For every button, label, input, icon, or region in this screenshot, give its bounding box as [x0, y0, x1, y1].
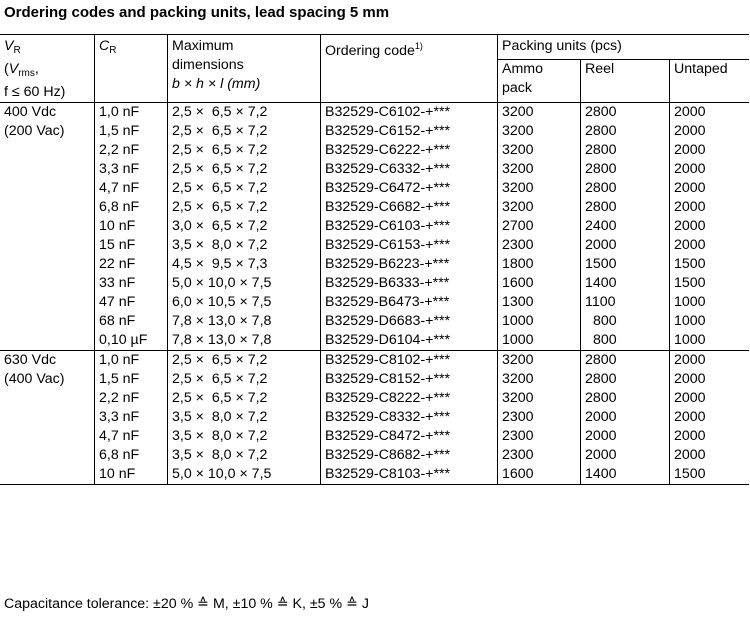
dimensions-cell: 5,0 × 10,0 × 7,5 — [168, 465, 321, 485]
dimensions-cell: 3,5 × 8,0 × 7,2 — [168, 236, 321, 255]
untaped-cell: 2000 — [670, 103, 750, 123]
table-row — [0, 351, 749, 371]
table-row — [0, 122, 749, 141]
untaped-cell: 1000 — [670, 293, 750, 312]
dimensions-cell: 2,5 × 6,5 × 7,2 — [168, 160, 321, 179]
vrms-open: ( — [4, 61, 9, 77]
untaped-cell: 2000 — [670, 389, 750, 408]
vrms-subscript: rms — [18, 68, 35, 79]
reel-cell: 1400 — [581, 465, 670, 485]
table-row — [0, 408, 749, 427]
capacitance-cell: 47 nF — [95, 293, 168, 312]
reel-cell: 2000 — [581, 408, 670, 427]
ammo-cell: 2700 — [498, 217, 581, 236]
reel-cell: 2800 — [581, 141, 670, 160]
voltage-group-630 — [0, 351, 749, 485]
dimensions-cell: 2,5 × 6,5 × 7,2 — [168, 351, 321, 371]
voltage-cell — [0, 293, 95, 312]
table-row — [0, 141, 749, 160]
ordering-code-cell: B32529-C8472-+*** — [321, 427, 498, 446]
capacitance-cell: 0,10 µF — [95, 331, 168, 351]
capacitance-cell: 2,2 nF — [95, 141, 168, 160]
ammo-cell: 3200 — [498, 141, 581, 160]
voltage-cell — [0, 351, 95, 371]
dimensions-cell: 2,5 × 6,5 × 7,2 — [168, 141, 321, 160]
table-row — [0, 312, 749, 331]
capacitance-cell: 4,7 nF — [95, 179, 168, 198]
capacitance-cell: 1,5 nF — [95, 370, 168, 389]
capacitance-cell: 6,8 nF — [95, 198, 168, 217]
table-row — [0, 389, 749, 408]
untaped-cell: 2000 — [670, 408, 750, 427]
voltage-cell — [0, 141, 95, 160]
capacitance-cell: 68 nF — [95, 312, 168, 331]
vr-symbol: V — [4, 38, 14, 54]
capacitance-cell: 1,0 nF — [95, 351, 168, 371]
reel-cell: 2800 — [581, 370, 670, 389]
dimensions-cell: 3,5 × 8,0 × 7,2 — [168, 408, 321, 427]
table-row — [0, 274, 749, 293]
capacitance-cell: 15 nF — [95, 236, 168, 255]
header-ordering-code — [321, 35, 498, 103]
voltage-cell — [0, 465, 95, 485]
reel-cell: 2800 — [581, 160, 670, 179]
voltage-dc: 400 Vdc — [4, 104, 57, 120]
untaped-cell: 2000 — [670, 179, 750, 198]
header-voltage — [0, 35, 95, 103]
capacitance-cell: 1,0 nF — [95, 103, 168, 123]
ordering-code-cell: B32529-C8102-+*** — [321, 351, 498, 371]
ordering-code-cell: B32529-B6473-+*** — [321, 293, 498, 312]
ordering-code-cell: B32529-C8152-+*** — [321, 370, 498, 389]
dimensions-cell: 2,5 × 6,5 × 7,2 — [168, 198, 321, 217]
voltage-cell — [0, 198, 95, 217]
untaped-cell: 2000 — [670, 217, 750, 236]
cr-subscript: R — [109, 45, 117, 56]
dim-heading-line1: Maximum — [172, 38, 234, 54]
ordering-code-cell: B32529-D6683-+*** — [321, 312, 498, 331]
ordering-code-footnote: 1) — [414, 41, 423, 51]
untaped-cell: 2000 — [670, 370, 750, 389]
ammo-cell: 1000 — [498, 331, 581, 351]
ordering-code-cell: B32529-C6682-+*** — [321, 198, 498, 217]
header-packing-units: Packing units (pcs) — [498, 35, 750, 60]
untaped-cell: 1500 — [670, 274, 750, 293]
reel-cell: 2800 — [581, 103, 670, 123]
table-row — [0, 370, 749, 389]
header-dimensions — [168, 35, 321, 103]
capacitance-cell: 10 nF — [95, 465, 168, 485]
reel-cell: 1400 — [581, 274, 670, 293]
ammo-cell: 3200 — [498, 198, 581, 217]
table-row — [0, 331, 749, 351]
untaped-cell: 2000 — [670, 141, 750, 160]
page-title: Ordering codes and packing units, lead spacing 5 mm — [4, 4, 390, 21]
ordering-code-cell: B32529-C8222-+*** — [321, 389, 498, 408]
dimensions-cell: 5,0 × 10,0 × 7,5 — [168, 274, 321, 293]
ordering-code-cell: B32529-B6333-+*** — [321, 274, 498, 293]
capacitance-cell: 4,7 nF — [95, 427, 168, 446]
table-row — [0, 446, 749, 465]
untaped-cell: 2000 — [670, 160, 750, 179]
ammo-cell: 1800 — [498, 255, 581, 274]
ammo-cell: 3200 — [498, 370, 581, 389]
untaped-cell: 2000 — [670, 427, 750, 446]
dimensions-cell: 2,5 × 6,5 × 7,2 — [168, 370, 321, 389]
dimensions-cell: 2,5 × 6,5 × 7,2 — [168, 179, 321, 198]
voltage-cell — [0, 389, 95, 408]
reel-cell: 1100 — [581, 293, 670, 312]
ammo-cell: 1600 — [498, 274, 581, 293]
untaped-cell: 1500 — [670, 255, 750, 274]
vr-subscript: R — [13, 45, 21, 56]
reel-cell: 2000 — [581, 427, 670, 446]
dimensions-cell: 3,5 × 8,0 × 7,2 — [168, 446, 321, 465]
dimensions-cell: 6,0 × 10,5 × 7,5 — [168, 293, 321, 312]
capacitance-cell: 3,3 nF — [95, 408, 168, 427]
dim-heading-line2: dimensions — [172, 57, 244, 73]
ammo-cell: 2300 — [498, 408, 581, 427]
untaped-cell: 2000 — [670, 122, 750, 141]
ordering-code-cell: B32529-C6332-+*** — [321, 160, 498, 179]
dimensions-cell: 2,5 × 6,5 × 7,2 — [168, 389, 321, 408]
reel-cell: 1500 — [581, 255, 670, 274]
ordering-code-cell: B32529-D6104-+*** — [321, 331, 498, 351]
table-row — [0, 179, 749, 198]
reel-cell: 2800 — [581, 389, 670, 408]
vrms-comma: , — [34, 61, 39, 77]
header-ammo — [498, 59, 581, 102]
reel-cell: 2800 — [581, 122, 670, 141]
capacitance-cell: 22 nF — [95, 255, 168, 274]
voltage-cell — [0, 274, 95, 293]
capacitance-cell: 1,5 nF — [95, 122, 168, 141]
ammo-cell: 3200 — [498, 351, 581, 371]
dimensions-cell: 7,8 × 13,0 × 7,8 — [168, 331, 321, 351]
ammo-cell: 3200 — [498, 160, 581, 179]
voltage-cell — [0, 331, 95, 351]
ordering-table — [0, 34, 749, 485]
voltage-cell — [0, 312, 95, 331]
ordering-code-cell: B32529-C6152-+*** — [321, 122, 498, 141]
ordering-code-label: Ordering code — [325, 43, 415, 59]
table-row — [0, 103, 749, 123]
tolerance-footnote: Capacitance tolerance: ±20 % ≙ M, ±10 % ≙ K, ±5 % ≙ J — [4, 596, 369, 612]
voltage-cell — [0, 408, 95, 427]
reel-cell: 2000 — [581, 446, 670, 465]
table-header — [0, 35, 749, 103]
capacitance-cell: 10 nF — [95, 217, 168, 236]
vrms-symbol: V — [8, 61, 19, 77]
dimensions-cell: 3,0 × 6,5 × 7,2 — [168, 217, 321, 236]
ordering-code-cell: B32529-C6103-+*** — [321, 217, 498, 236]
capacitance-cell: 3,3 nF — [95, 160, 168, 179]
table-row — [0, 465, 749, 485]
voltage-cell — [0, 103, 95, 123]
voltage-ac: (200 Vac) — [4, 123, 65, 139]
ammo-cell: 1300 — [498, 293, 581, 312]
dimensions-cell: 2,5 × 6,5 × 7,2 — [168, 122, 321, 141]
table-row — [0, 293, 749, 312]
voltage-group-400 — [0, 103, 749, 351]
ordering-code-cell: B32529-B6223-+*** — [321, 255, 498, 274]
ordering-code-cell: B32529-C8103-+*** — [321, 465, 498, 485]
voltage-cell — [0, 217, 95, 236]
table-row — [0, 160, 749, 179]
dimensions-cell: 7,8 × 13,0 × 7,8 — [168, 312, 321, 331]
table-row — [0, 255, 749, 274]
dimensions-cell: 4,5 × 9,5 × 7,3 — [168, 255, 321, 274]
voltage-cell — [0, 370, 95, 389]
vrms-heading — [4, 60, 90, 83]
dim-heading-line3: b × h × l (mm) — [172, 76, 261, 92]
reel-cell: 2800 — [581, 198, 670, 217]
ordering-code-cell: B32529-C6472-+*** — [321, 179, 498, 198]
voltage-cell — [0, 427, 95, 446]
voltage-dc: 630 Vdc — [4, 352, 57, 368]
ordering-code-cell: B32529-C6153-+*** — [321, 236, 498, 255]
ordering-code-cell: B32529-C8332-+*** — [321, 408, 498, 427]
untaped-cell: 1000 — [670, 312, 750, 331]
untaped-cell: 2000 — [670, 351, 750, 371]
reel-cell: 800 — [581, 312, 670, 331]
untaped-cell: 1000 — [670, 331, 750, 351]
ammo-line1: Ammo — [502, 60, 543, 77]
vr-heading — [4, 37, 90, 60]
reel-cell: 2800 — [581, 351, 670, 371]
ammo-cell: 3200 — [498, 389, 581, 408]
ordering-code-cell: B32529-C8682-+*** — [321, 446, 498, 465]
voltage-cell — [0, 160, 95, 179]
ammo-cell: 1600 — [498, 465, 581, 485]
voltage-cell — [0, 236, 95, 255]
table-row — [0, 198, 749, 217]
reel-cell: 800 — [581, 331, 670, 351]
table-row — [0, 427, 749, 446]
reel-cell: 2400 — [581, 217, 670, 236]
dimensions-cell: 2,5 × 6,5 × 7,2 — [168, 103, 321, 123]
reel-cell: 2800 — [581, 179, 670, 198]
header-row — [0, 35, 749, 60]
header-capacitance — [95, 35, 168, 103]
table-row — [0, 217, 749, 236]
ammo-cell: 3200 — [498, 122, 581, 141]
capacitance-cell: 6,8 nF — [95, 446, 168, 465]
header-untaped: Untaped — [670, 59, 750, 102]
untaped-cell: 1500 — [670, 465, 750, 485]
voltage-cell — [0, 179, 95, 198]
untaped-cell: 2000 — [670, 198, 750, 217]
ammo-cell: 1000 — [498, 312, 581, 331]
capacitance-cell: 33 nF — [95, 274, 168, 293]
voltage-cell — [0, 122, 95, 141]
untaped-cell: 2000 — [670, 446, 750, 465]
header-reel: Reel — [581, 59, 670, 102]
ammo-cell: 2300 — [498, 427, 581, 446]
untaped-cell: 2000 — [670, 236, 750, 255]
ammo-line2: pack — [502, 79, 532, 96]
dimensions-cell: 3,5 × 8,0 × 7,2 — [168, 427, 321, 446]
table-row — [0, 236, 749, 255]
ordering-code-cell: B32529-C6102-+*** — [321, 103, 498, 123]
ammo-cell: 3200 — [498, 103, 581, 123]
voltage-ac: (400 Vac) — [4, 371, 65, 387]
ammo-cell: 3200 — [498, 179, 581, 198]
reel-cell: 2000 — [581, 236, 670, 255]
voltage-cell — [0, 255, 95, 274]
voltage-cell — [0, 446, 95, 465]
capacitance-cell: 2,2 nF — [95, 389, 168, 408]
cr-symbol: C — [99, 38, 110, 54]
ammo-cell: 2300 — [498, 236, 581, 255]
freq-heading: f ≤ 60 Hz) — [4, 84, 66, 100]
ordering-code-cell: B32529-C6222-+*** — [321, 141, 498, 160]
ammo-cell: 2300 — [498, 446, 581, 465]
